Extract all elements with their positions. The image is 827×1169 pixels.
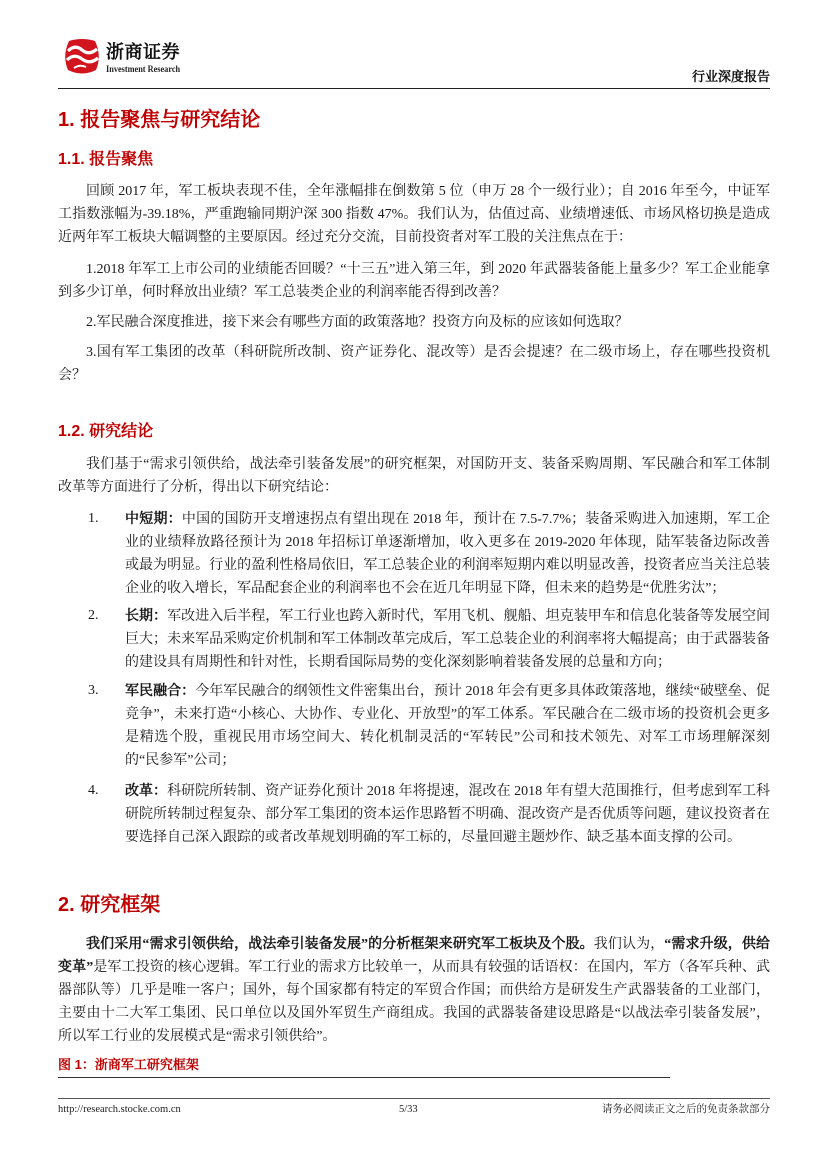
item-number: 4. [88,783,99,798]
footer-disclaimer: 请务必阅读正文之后的免责条款部分 [602,1104,770,1115]
framework-text-2: 是军工投资的核心逻辑。军工行业的需求方比较单一，从而具有较强的话语权：在国内，军方（各军兵种、武器部队等）几乎是唯一客户；国外，每个国家都有特定的军贸合作国；而供给方是研发生产武器装备的工业部门，主要由十二大军工集团、民口单位以及国外军贸生产商组成。我国的武器装备建设思路是“以战法牵引装备发展”，所以军工行业的发展模式是“需求引领供给”。 [58,960,771,1044]
footer-divider [58,1098,770,1099]
report-type: 行业深度报告 [691,69,770,84]
framework-key-phrase: “需求升级，供给变革” [58,937,771,975]
logo-title: 浙商证券 [106,42,180,62]
focus-question-2: 2.军民融合深度推进，接下来会有哪些方面的政策落地？投资方向及标的应该如何选取？ [86,315,629,330]
item-text: 军改进入后半程，军工行业也跨入新时代，军用飞机、舰船、坦克装甲车和信息化装备等发展空间巨大；未来军品采购定价机制和军工体制改革完成后，军工总装企业的利润率将大幅提高；由于武器装备的建设具有周期性和针对性，长期看国际局势的变化深刻影响着装备发展的总量和方向； [125,609,771,670]
item-label: 改革： [125,782,168,798]
item-text: 科研院所转制、资产证券化预计 2018 年将提速，混改在 2018 年有望大范围推行，但考虑到军工科研院所转制过程复杂、部分军工集团的资本运作思路暂不明确、混改资产是否优质等问题，建议投资者在要选择自己深入跟踪的或者改革规划明确的军工标的，尽量回避主题炒作、缺乏基本面支撑的公司。 [125,784,771,845]
item-label: 长期： [125,607,168,623]
section-1-title: 1. 报告聚焦与研究结论 [58,109,261,131]
framework-text-1: 我们认为， [593,937,665,952]
item-number: 1. [88,511,99,526]
page-number: 5/33 [399,1104,418,1115]
conclusion-item-4 [58,779,770,849]
focus-paragraph-1: 回顾 2017 年，军工板块表现不佳，全年涨幅排在倒数第 5 位（申万 28 个一级行业）；自 2016 年至今，中证军工指数涨幅为-39.18%，严重跑输同期沪深 300 指数 47%。我们认为，估值过高、业绩增速低、市场风格切换是造成近两年军工板块大幅调整的主要原因。经过充分交流，目前投资者对军工股的关注焦点在于： [58,184,770,245]
focus-question-3: 3.国有军工集团的改革（科研院所改制、资产证券化、混改等）是否会提速？在二级市场上，存在哪些投资机会？ [58,345,770,383]
conclusions-intro: 我们基于“需求引领供给，战法牵引装备发展”的研究框架，对国防开支、装备采购周期、军民融合和军工体制改革等方面进行了分析，得出以下研究结论： [58,457,770,495]
conclusion-item-3 [58,679,770,772]
footer-url-link[interactable]: http://research.stocke.com.cn [58,1104,181,1115]
item-number: 3. [88,683,99,698]
conclusion-item-1 [58,507,770,600]
section-2-title: 2. 研究框架 [58,894,161,916]
conclusion-item-2 [58,604,770,674]
framework-paragraph [58,933,770,1048]
logo-subtitle: Investment Research [106,64,181,74]
page-body [58,0,770,1078]
item-text: 今年军民融合的纲领性文件密集出台，预计 2018 年会有更多具体政策落地，继续“破壁垒、促竞争”，未来打造“小核心、大协作、专业化、开放型”的军工体系。军民融合在二级市场的投资机会更多是精选个股，重视民用市场空间大、转化机制灵活的“军转民”公司和技术领先、对军工市场理解深刻的“民参军”公司； [125,684,770,768]
framework-lead: 我们采用“需求引领供给，战法牵引装备发展”的分析框架来研究军工板块及个股。 [86,937,594,952]
item-label: 军民融合： [125,682,196,698]
item-number: 2. [88,608,99,623]
figure-caption: 图 1：浙商军工研究框架 [58,1056,670,1078]
subsection-1-1-title: 1.1. 报告聚焦 [58,151,154,168]
item-label: 中短期： [125,510,182,526]
subsection-1-2-title: 1.2. 研究结论 [58,423,154,440]
focus-question-1: 1.2018 年军工上市公司的业绩能否回暖？“十三五”进入第三年，到 2020 年武器装备能上量多少？军工企业能拿到多少订单，何时释放出业绩？军工总装类企业的利润率能否得到改善？ [58,262,770,300]
item-text: 中国的国防开支增速拐点有望出现在 2018 年，预计在 7.5-7.7%；装备采购进入加速期，军工企业的业绩释放路径预计为 2018 年招标订单逐渐增加，收入更多在 2019-2020 年体现，陆军装备边际改善或最为明显。行业的盈利性格局依旧，军工总装企业的利润率短期内难以明显改善，投资者应当关注总装企业的收入增长，军品配套企业的利润率也不会在近几年明显下降，但未来的趋势是“优胜劣汰”； [125,512,771,596]
